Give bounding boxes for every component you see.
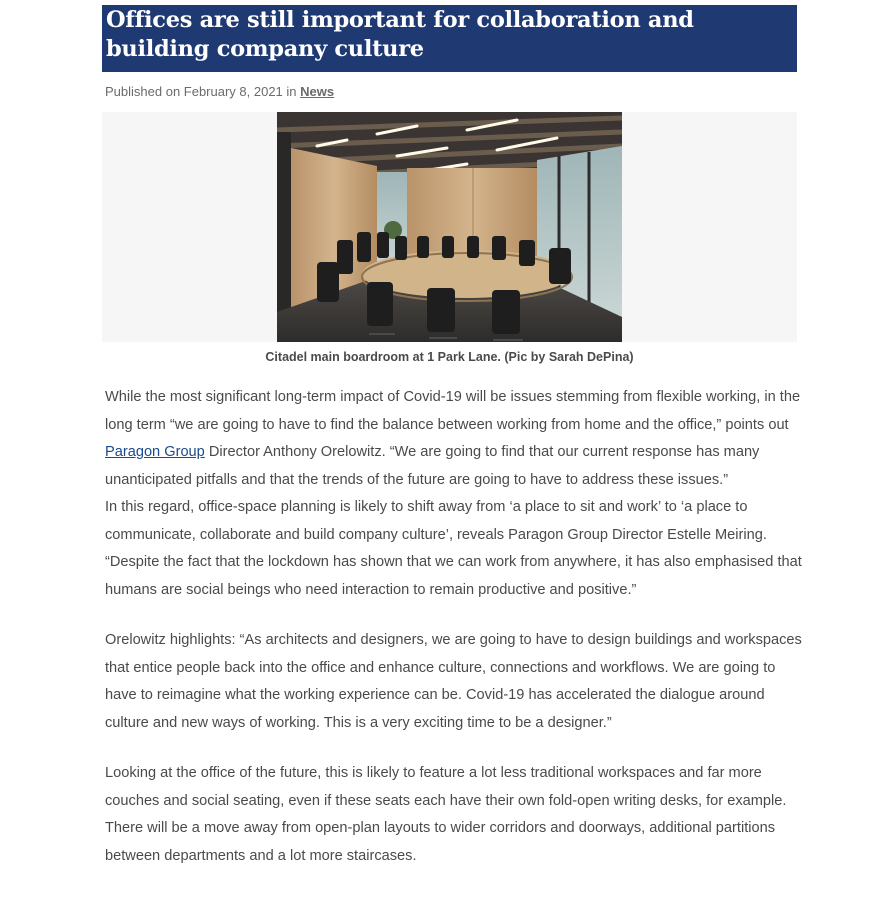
paragraph-4: Looking at the office of the future, this is likely to feature a lot less traditional workspaces and far more couches and social seating, even if these seats each have their own fold-open writing desks, for example. There will be a move away from open-plan layouts to wider corridors and doorways, additional partitions between departments and a lot more staircases. <box>105 765 787 864</box>
paragraph-1-text-a: While the most significant long-term impact of Covid-19 will be issues stemming from flexible working, in the long term “we are going to have to find the balance between working from home and the office,” points out <box>105 389 801 433</box>
paragraph-1 <box>105 384 805 494</box>
published-date: Published on February 8, 2021 in <box>105 84 301 99</box>
figure-caption: Citadel main boardroom at 1 Park Lane. (Pic by Sarah DePina) <box>265 350 634 364</box>
boardroom-photo <box>277 112 622 342</box>
category-link-news[interactable]: News <box>300 84 335 99</box>
article-title-banner <box>102 5 797 72</box>
article-meta <box>105 84 334 99</box>
paragraph-3: Orelowitz highlights: “As architects and designers, we are going to have to design buildings and workspaces that entice people back into the office and enhance culture, connections and workflows. We are going to have to reimagine what the working experience can be. Covid-19 has accelerated the dialogue around culture and new ways of working. This is a very exciting time to be a designer.” <box>105 632 802 731</box>
paragraph-1-text-b: Director Anthony Orelowitz. “We are going to find that our current response has many unanticipated pitfalls and that the trends of the future are going to have to address these issues.” <box>105 444 760 488</box>
paragon-group-link[interactable]: Paragon Group <box>105 444 205 460</box>
article-body <box>105 384 805 870</box>
article-title: Offices are still important for collaboration and building company culture <box>106 7 694 62</box>
paragraph-2: In this regard, office-space planning is likely to shift away from ‘a place to sit and work’ to ‘a place to communicate, collaborate and build company culture’, reveals Paragon Group Director Estelle Meiring. “Despite the fact that the lockdown has shown that we can work from anywhere, it has also emphasised that humans are social beings who need interaction to remain productive and positive.” <box>105 499 802 598</box>
